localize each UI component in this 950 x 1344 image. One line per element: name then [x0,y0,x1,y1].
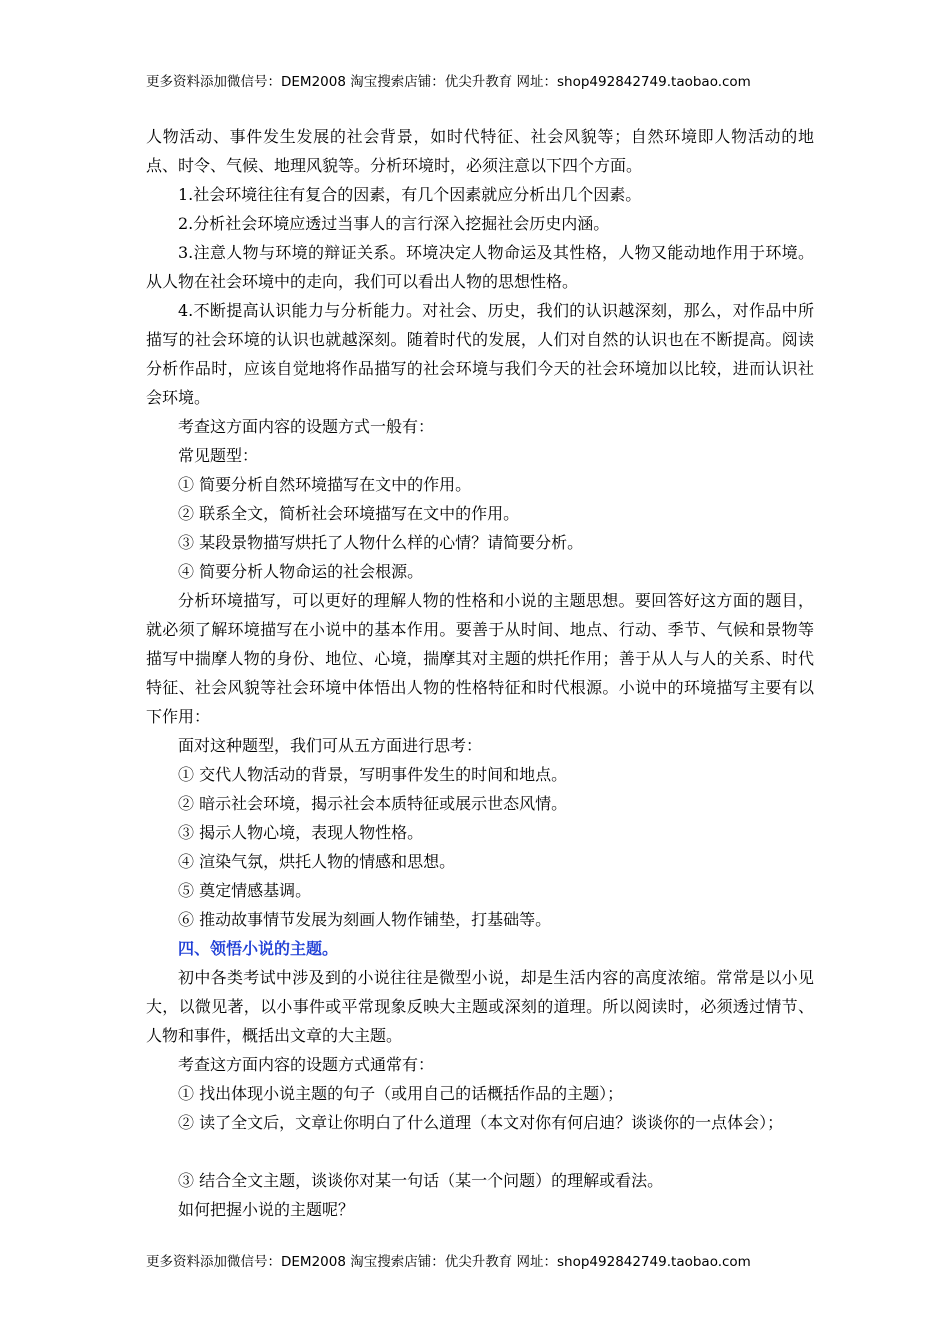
list-item: ① 找出体现小说主题的句子（或用自己的话概括作品的主题）； [178,1084,624,1103]
list-item: ② 读了全文后，文章让你明白了什么道理（本文对你有何启迪？谈谈你的一点体会）； [178,1113,784,1132]
list-item: ③ 揭示人物心境，表现人物性格。 [178,823,424,842]
paragraph: 面对这种题型，我们可从五方面进行思考： [178,736,483,755]
list-item: ④ 简要分析人物命运的社会根源。 [178,562,424,581]
list-item: 1.社会环境往往有复合的因素，有几个因素就应分析出几个因素。 [178,185,642,204]
list-item: ④ 渲染气氛，烘托人物的情感和思想。 [178,852,456,871]
list-item: ③ 某段景物描写烘托了人物什么样的心情？请简要分析。 [178,533,584,552]
page-footer: 更多资料添加微信号：DEM2008 淘宝搜索店铺：优尖升教育 网址：shop492842749.taobao.com [146,1254,751,1270]
spacer [146,1137,814,1166]
paragraph: 如何把握小说的主题呢？ [178,1200,355,1219]
list-item: ① 交代人物活动的背景，写明事件发生的时间和地点。 [178,765,568,784]
list-item: ⑤ 奠定情感基调。 [178,881,312,900]
list-item: ⑥ 推动故事情节发展为刻画人物作铺垫，打基础等。 [178,910,552,929]
section-title: 四、领悟小说的主题。 [178,939,339,958]
list-item: ③ 结合全文主题，谈谈你对某一句话（某一个问题）的理解或看法。 [178,1171,664,1190]
list-item: 4.不断提高认识能力与分析能力。对社会、历史，我们的认识越深刻，那么，对作品中所描写的社会环境的认识也就越深刻。随着时代的发展，人们对自然的认识也在不断提高。阅读分析作品时，应该自觉地将作品描写的社会环境与我们今天的社会环境加以比较，进而认识社会环境。 [146,301,814,407]
paragraph: 初中各类考试中涉及到的小说往往是微型小说，却是生活内容的高度浓缩。常常是以小见大，以微见著，以小事件或平常现象反映大主题或深刻的道理。所以阅读时，必须透过情节、人物和事件，概括出文章的大主题。 [146,968,814,1045]
list-item: ② 联系全文，简析社会环境描写在文中的作用。 [178,504,520,523]
paragraph: 考查这方面内容的设题方式一般有： [178,417,435,436]
list-item: ② 暗示社会环境，揭示社会本质特征或展示世态风情。 [178,794,568,813]
list-item: ① 简要分析自然环境描写在文中的作用。 [178,475,472,494]
list-item: 3.注意人物与环境的辩证关系。环境决定人物命运及其性格，人物又能动地作用于环境。从人物在社会环境中的走向，我们可以看出人物的思想性格。 [146,243,814,291]
document-body [146,122,814,1224]
paragraph: 人物活动、事件发生发展的社会背景，如时代特征、社会风貌等；自然环境即人物活动的地点、时令、气候、地理风貌等。分析环境时，必须注意以下四个方面。 [146,127,814,175]
paragraph: 分析环境描写，可以更好的理解人物的性格和小说的主题思想。要回答好这方面的题目，就必须了解环境描写在小说中的基本作用。要善于从时间、地点、行动、季节、气候和景物等描写中揣摩人物的身份、地位、心境，揣摩其对主题的烘托作用；善于从人与人的关系、时代特征、社会风貌等社会环境中体悟出人物的性格特征和时代根源。小说中的环境描写主要有以下作用： [146,591,814,726]
page-header: 更多资料添加微信号：DEM2008 淘宝搜索店铺：优尖升教育 网址：shop492842749.taobao.com [146,74,751,90]
paragraph: 考查这方面内容的设题方式通常有： [178,1055,435,1074]
list-item: 2.分析社会环境应透过当事人的言行深入挖掘社会历史内涵。 [178,214,610,233]
paragraph: 常见题型： [178,446,259,465]
